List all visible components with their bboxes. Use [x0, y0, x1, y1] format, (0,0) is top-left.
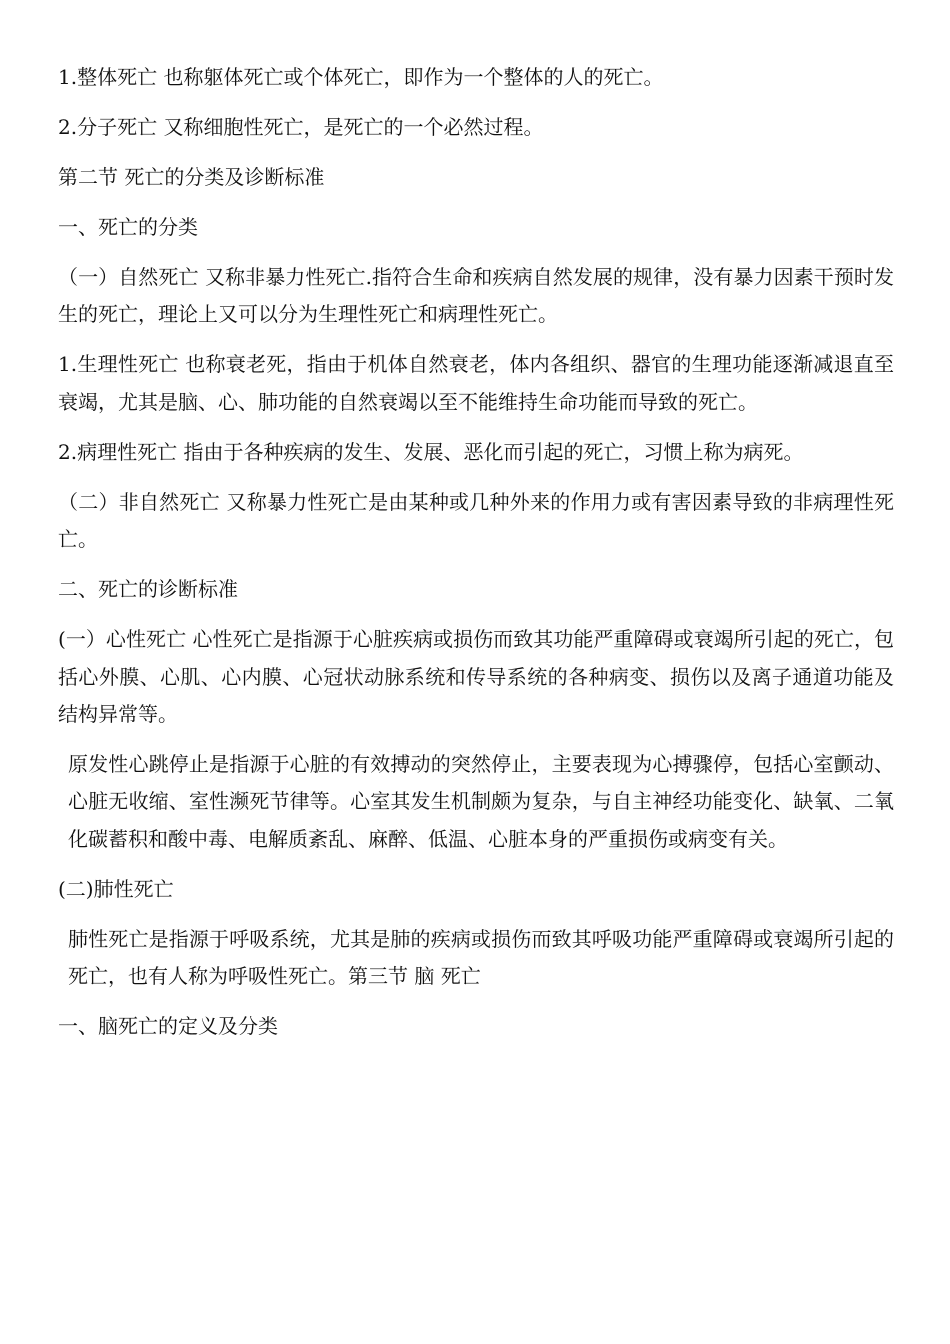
paragraph-molecular-death: 2.分子死亡 又称细胞性死亡，是死亡的一个必然过程。 — [58, 115, 544, 139]
paragraph-pathological-death: 2.病理性死亡 指由于各种疾病的发生、发展、恶化而引起的死亡，习惯上称为病死。 — [58, 439, 804, 464]
paragraph-physiological-death: 1.生理性死亡 也称衰老死，指由于机体自然衰老，体内各组织、器官的生理功能逐渐减退直至衰竭，尤其是脑、心、肺功能的自然衰竭以至不能维持生命功能而导致的死亡。 — [58, 352, 894, 414]
paragraph-unnatural-death: （二）非自然死亡 又称暴力性死亡是由某种或几种外来的作用力或有害因素导致的非病理性死亡。 — [58, 489, 894, 552]
subheading-pulmonary-death: (二)肺性死亡 — [58, 876, 174, 901]
subheading-diagnosis-criteria: 二、死亡的诊断标准 — [58, 577, 238, 602]
paragraph-natural-death: （一）自然死亡 又称非暴力性死亡.指符合生命和疾病自然发展的规律，没有暴力因素干预时发生的死亡，理论上又可以分为生理性死亡和病理性死亡。 — [58, 265, 894, 327]
subheading-brain-death-definition: 一、脑死亡的定义及分类 — [58, 1014, 278, 1039]
paragraph-pulmonary-death: 肺性死亡是指源于呼吸系统，尤其是肺的疾病或损伤而致其呼吸功能严重障碍或衰竭所引起的死亡，也有人称为呼吸性死亡。第三节 脑 死亡 — [68, 926, 894, 989]
subheading-death-classification: 一、死亡的分类 — [58, 215, 198, 239]
paragraph-whole-death: 1.整体死亡 也称躯体死亡或个体死亡，即作为一个整体的人的死亡。 — [58, 65, 664, 89]
section-heading-classification-diagnosis: 第二节 死亡的分类及诊断标准 — [58, 165, 325, 189]
paragraph-primary-cardiac-arrest: 原发性心跳停止是指源于心脏的有效搏动的突然停止，主要表现为心搏骤停，包括心室颤动、心脏无收缩、室性濒死节律等。心室其发生机制颇为复杂，与自主神经功能变化、缺氧、二氧化碳蓄积和酸中毒、电解质紊乱、麻醉、低温、心脏本身的严重损伤或病变有关。 — [68, 752, 894, 851]
paragraph-cardiac-death: (一）心性死亡 心性死亡是指源于心脏疾病或损伤而致其功能严重障碍或衰竭所引起的死亡，包括心外膜、心肌、心内膜、心冠状动脉系统和传导系统的各种病变、损伤以及离子通道功能及结构异常等。 — [58, 627, 894, 727]
document-page — [58, 59, 894, 1058]
